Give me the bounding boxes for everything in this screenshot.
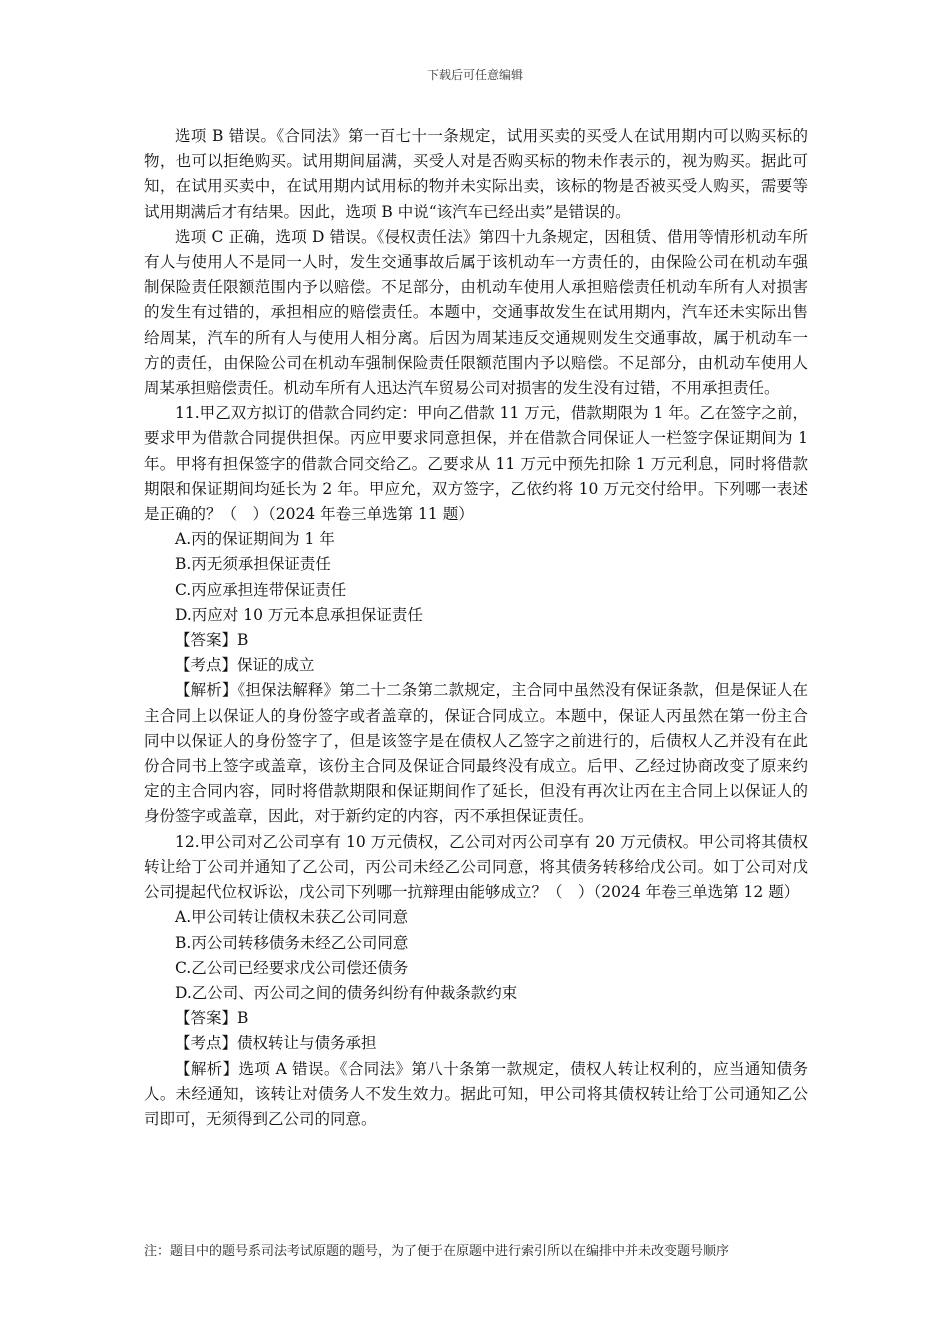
paragraph: 11.甲乙双方拟订的借款合同约定：甲向乙借款 11 万元，借款期限为 1 年。乙在签字之前，要求甲为借款合同提供担保。丙应甲要求同意担保，并在借款合同保证人一栏签字保证期间为 1 年。甲将有担保签字的借款合同交给乙。乙要求从 11 万元中预先扣除 1 万元利息，同时将借款期限和保证期间均延长为 2 年。甲应允，双方签字，乙依约将 10 万元交付给甲。下列哪一表述是正确的？（ ）（2024 年卷三单选第 11 题） — [144, 404, 808, 524]
option-item: A.丙的保证期间为 1 年 — [175, 530, 335, 549]
paragraph: 12.甲公司对乙公司享有 10 万元债权，乙公司对丙公司享有 20 万元债权。甲公司将其债权转让给丁公司并通知了乙公司，丙公司未经乙公司同意，将其债务转移给戊公司。如丁公司对戊公司提起代位权诉讼，戊公司下列哪一抗辩理由能够成立？（ ）（2024 年卷三单选第 12 题） — [144, 832, 808, 902]
paragraph: 【考点】债权转让与债务承担 — [175, 1034, 377, 1053]
option-item: B.丙公司转移债务未经乙公司同意 — [175, 933, 409, 952]
paragraph: 【解析】选项 A 错误。《合同法》第八十条第一款规定，债权人转让权利的，应当通知债务人。未经通知，该转让对债务人不发生效力。据此可知，甲公司将其债权转让给丁公司通知乙公司即可，无须得到乙公司的同意。 — [144, 1059, 808, 1128]
option-item: D.丙应对 10 万元本息承担保证责任 — [175, 605, 423, 624]
paragraph: 【解析】《担保法解释》第二十二条第二款规定，主合同中虽然没有保证条款，但是保证人在主合同上以保证人的身份签字或者盖章的，保证合同成立。本题中，保证人丙虽然在第一份主合同中以保证人的身份签字了，但是该签字是在债权人乙签字之前进行的，后债权人乙并没有在此份合同书上签字或盖章，该份主合同及保证合同最终没有成立。后甲、乙经过协商改变了原来约定的主合同内容，同时将借款期限和保证期间作了延长，但没有再次让丙在主合同上以保证人的身份签字或盖章，因此，对于新约定的内容，丙不承担保证责任。 — [144, 681, 808, 826]
option-item: D.乙公司、丙公司之间的债务纠纷有仲裁条款约束 — [175, 983, 518, 1002]
paragraph: 选项 B 错误。《合同法》第一百七十一条规定，试用买卖的买受人在试用期内可以购买标的物，也可以拒绝购买。试用期间届满，买受人对是否购买标的物未作表示的，视为购买。据此可知，在试用买卖中，在试用期内试用标的物并未实际出卖，该标的物是否被买受人购买，需要等试用期满后才有结果。因此，选项 B 中说“该汽车已经出卖”是错误的。 — [144, 127, 808, 221]
option-item: C.乙公司已经要求戊公司偿还债务 — [175, 958, 409, 977]
paragraph: 选项 C 正确，选项 D 错误。《侵权责任法》第四十九条规定，因租赁、借用等情形机动车所有人与使用人不是同一人时，发生交通事故后属于该机动车一方责任的，由保险公司在机动车强制保险责任限额范围内予以赔偿。不足部分，由机动车使用人承担赔偿责任机动车所有人对损害的发生有过错的，承担相应的赔偿责任。本题中，交通事故发生在试用期内，汽车还未实际出售给周某，汽车的所有人与使用人相分离。后因为周某违反交通规则发生交通事故，属于机动车一方的责任，由保险公司在机动车强制保险责任限额范围内予以赔偿。不足部分，由机动车使用人周某承担赔偿责任。机动车所有人迅达汽车贸易公司对损害的发生没有过错，不用承担责任。 — [144, 227, 808, 398]
option-item: A.甲公司转让债权未获乙公司同意 — [175, 908, 409, 927]
document-body — [144, 124, 808, 1132]
paragraph: 【答案】B — [175, 1009, 249, 1028]
option-item: C.丙应承担连带保证责任 — [175, 580, 347, 599]
paragraph: 【考点】保证的成立 — [175, 656, 315, 675]
page-footnote: 注：题目中的题号系司法考试原题的题号，为了便于在原题中进行索引所以在编排中并未改变题号顺序 — [144, 1244, 730, 1259]
page-header: 下载后可任意编辑 — [426, 68, 523, 82]
paragraph: 【答案】B — [175, 631, 249, 650]
option-item: B.丙无须承担保证责任 — [175, 555, 331, 574]
